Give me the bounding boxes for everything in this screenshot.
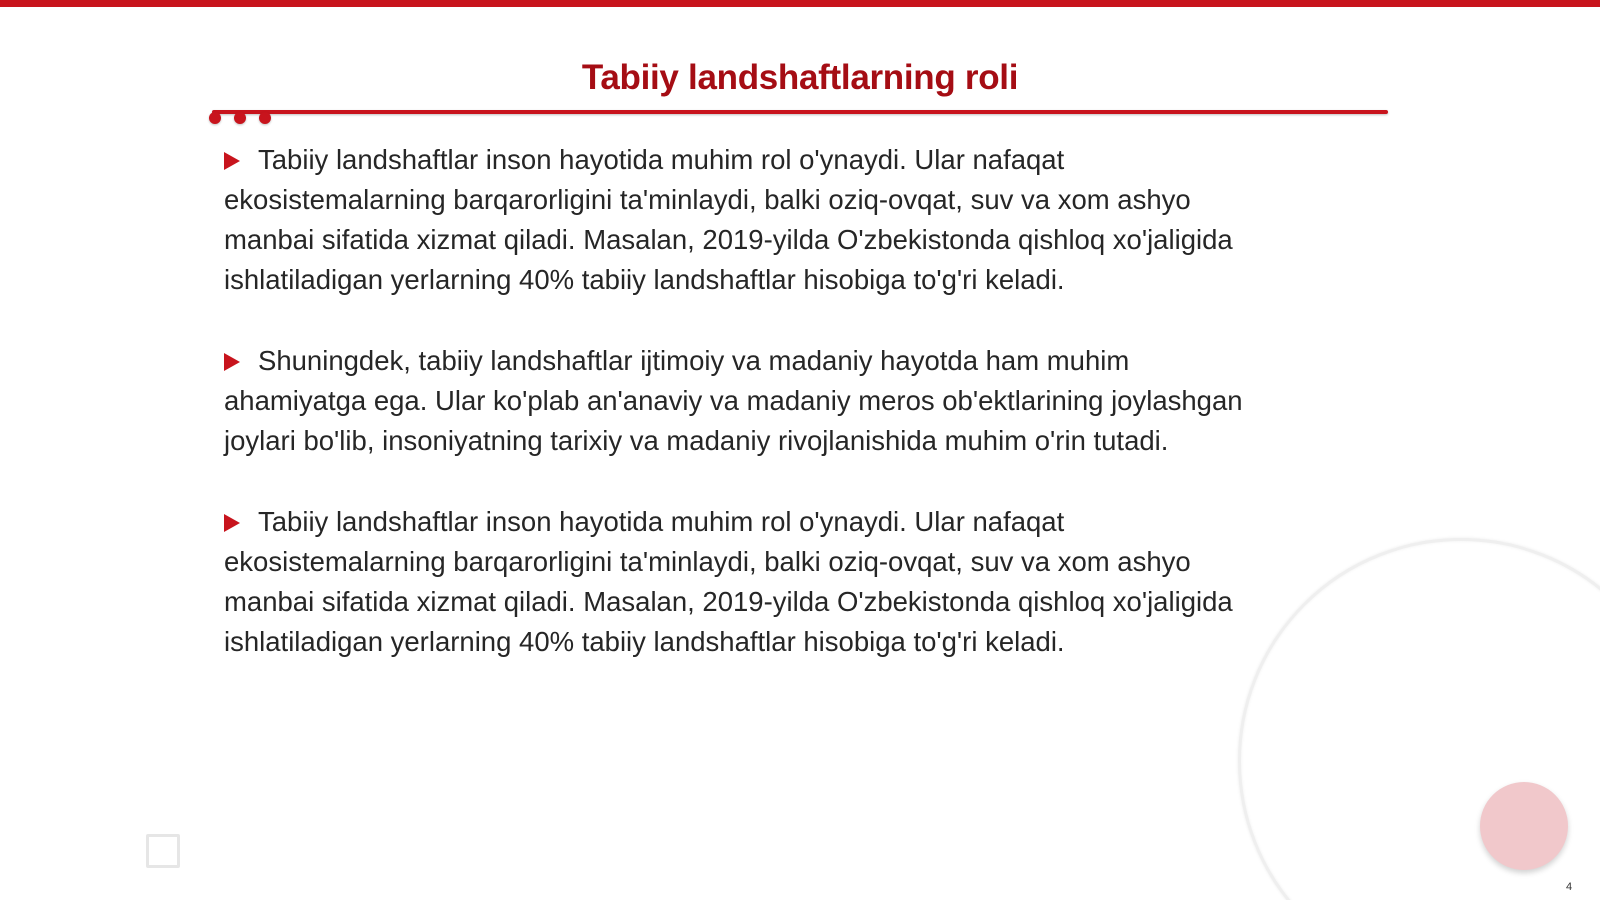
underline-dot-1 — [209, 112, 221, 124]
underline-dot-3 — [259, 112, 271, 124]
bullet-paragraph-2 — [224, 341, 1364, 461]
title-underline — [212, 110, 1388, 114]
decorative-square — [146, 834, 180, 868]
top-accent-bar — [0, 0, 1600, 7]
paragraph-line — [224, 140, 1364, 180]
paragraph-line: ekosistemalarning barqarorligini ta'minlaydi, balki oziq-ovqat, suv va xom ashyo — [224, 184, 1191, 215]
decorative-pink-circle — [1480, 782, 1568, 870]
paragraph-line — [224, 502, 1364, 542]
paragraph-line: manbai sifatida xizmat qiladi. Masalan, 2019-yilda O'zbekistonda qishloq xo'jaligida — [224, 224, 1233, 255]
paragraph-line: ishlatiladigan yerlarning 40% tabiiy landshaftlar hisobiga to'g'ri keladi. — [224, 626, 1065, 657]
paragraph-line: manbai sifatida xizmat qiladi. Masalan, 2019-yilda O'zbekistonda qishloq xo'jaligida — [224, 586, 1233, 617]
page-number: 4 — [1566, 881, 1573, 893]
slide-title: Tabiiy landshaftlarning roli — [581, 58, 1019, 97]
triangle-right-icon — [224, 514, 240, 532]
bullet-paragraph-3 — [224, 502, 1364, 662]
line-text: Tabiiy landshaftlar inson hayotida muhim rol o'ynaydi. Ular nafaqat — [258, 506, 1065, 537]
paragraph-line: ahamiyatga ega. Ular ko'plab an'anaviy va madaniy meros ob'ektlarining joylashgan — [224, 385, 1243, 416]
line-text: Shuningdek, tabiiy landshaftlar ijtimoiy va madaniy hayotda ham muhim — [258, 345, 1130, 376]
triangle-right-icon — [224, 152, 240, 170]
paragraph-line: ekosistemalarning barqarorligini ta'minlaydi, balki oziq-ovqat, suv va xom ashyo — [224, 546, 1191, 577]
underline-dot-2 — [234, 112, 246, 124]
triangle-right-icon — [224, 353, 240, 371]
bullet-paragraph-1 — [224, 140, 1364, 300]
paragraph-line: joylari bo'lib, insoniyatning tarixiy va madaniy rivojlanishida muhim o'rin tutadi. — [224, 425, 1169, 456]
line-text: Tabiiy landshaftlar inson hayotida muhim rol o'ynaydi. Ular nafaqat — [258, 144, 1065, 175]
paragraph-line: ishlatiladigan yerlarning 40% tabiiy landshaftlar hisobiga to'g'ri keladi. — [224, 264, 1065, 295]
slide-content — [224, 140, 1364, 703]
paragraph-line — [224, 341, 1364, 381]
